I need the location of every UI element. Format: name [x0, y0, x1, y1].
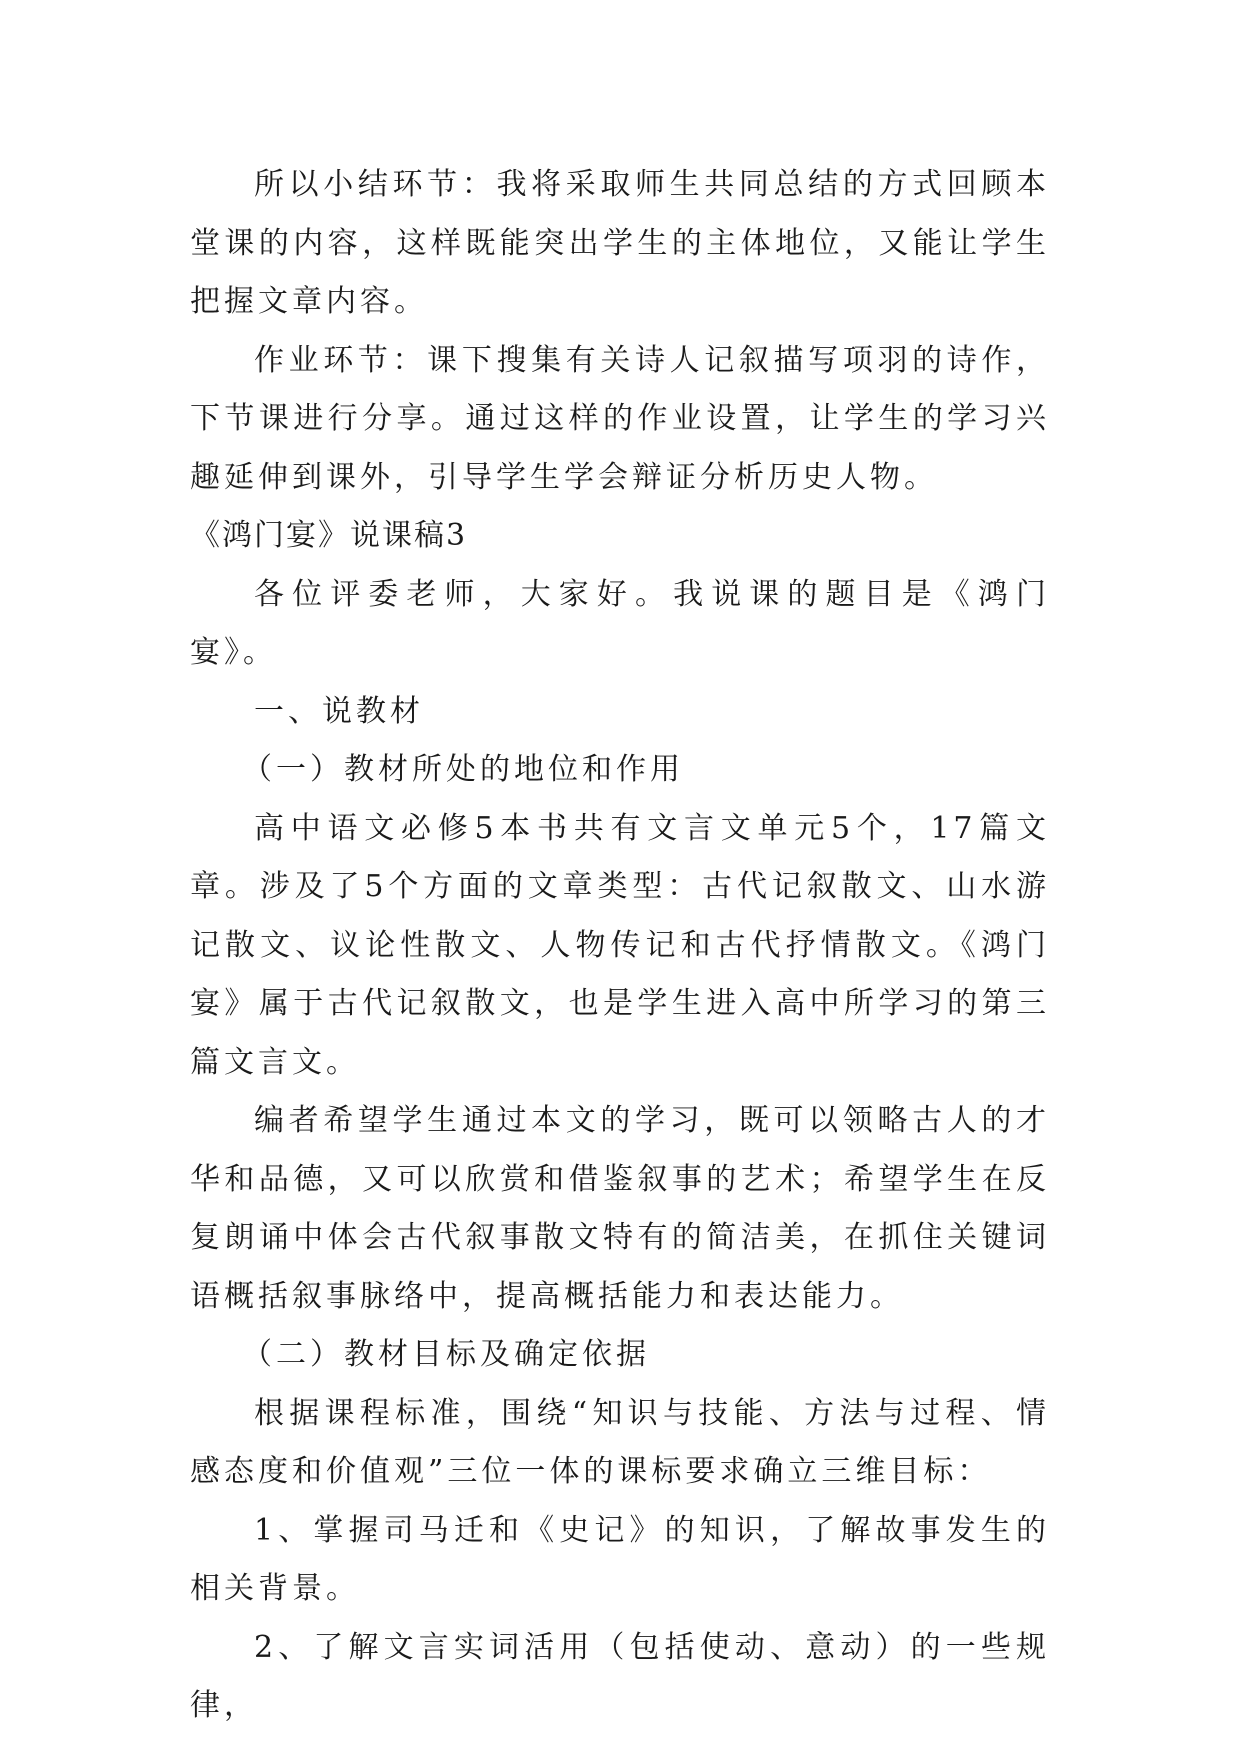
paragraph-textbook-overview: 高中语文必修5本书共有文言文单元5个，17篇文章。涉及了5个方面的文章类型：古代记叙散文、山水游记散文、议论性散文、人物传记和古代抒情散文。《鸿门宴》属于古代记叙散文，也是学生进入高中所学习的第三篇文言文。 [190, 810, 1050, 1080]
section-title: 《鸿门宴》说课稿3 [190, 518, 468, 553]
list-item-goal-1: 1、掌握司马迁和《史记》的知识，了解故事发生的相关背景。 [190, 1512, 1050, 1606]
heading-textbook-position: （一）教材所处的地位和作用 [242, 752, 684, 787]
heading-textbook: 一、说教材 [254, 693, 424, 729]
paragraph-editor-intent: 编者希望学生通过本文的学习，既可以领略古人的才华和品德，又可以欣赏和借鉴叙事的艺术；希望学生在反复朗诵中体会古代叙事散文特有的简洁美，在抓住关键词语概括叙事脉络中，提高概括能力和表达能力。 [190, 1103, 1050, 1314]
paragraph-summary-stage: 所以小结环节：我将采取师生共同总结的方式回顾本堂课的内容，这样既能突出学生的主体地位，又能让学生把握文章内容。 [190, 167, 1050, 319]
paragraph-homework-stage: 作业环节：课下搜集有关诗人记叙描写项羽的诗作，下节课进行分享。通过这样的作业设置，让学生的学习兴趣延伸到课外，引导学生学会辩证分析历史人物。 [190, 342, 1050, 495]
document-body [190, 156, 1050, 1736]
paragraph-greeting: 各位评委老师，大家好。我说课的题目是《鸿门宴》。 [190, 576, 1050, 670]
heading-teaching-goals: （二）教材目标及确定依据 [242, 1337, 650, 1372]
paragraph-curriculum-standard: 根据课程标准，围绕“知识与技能、方法与过程、情感态度和价值观”三位一体的课标要求确立三维目标： [190, 1395, 1050, 1489]
list-item-goal-2: 2、了解文言实词活用（包括使动、意动）的一些规律， [190, 1629, 1050, 1723]
